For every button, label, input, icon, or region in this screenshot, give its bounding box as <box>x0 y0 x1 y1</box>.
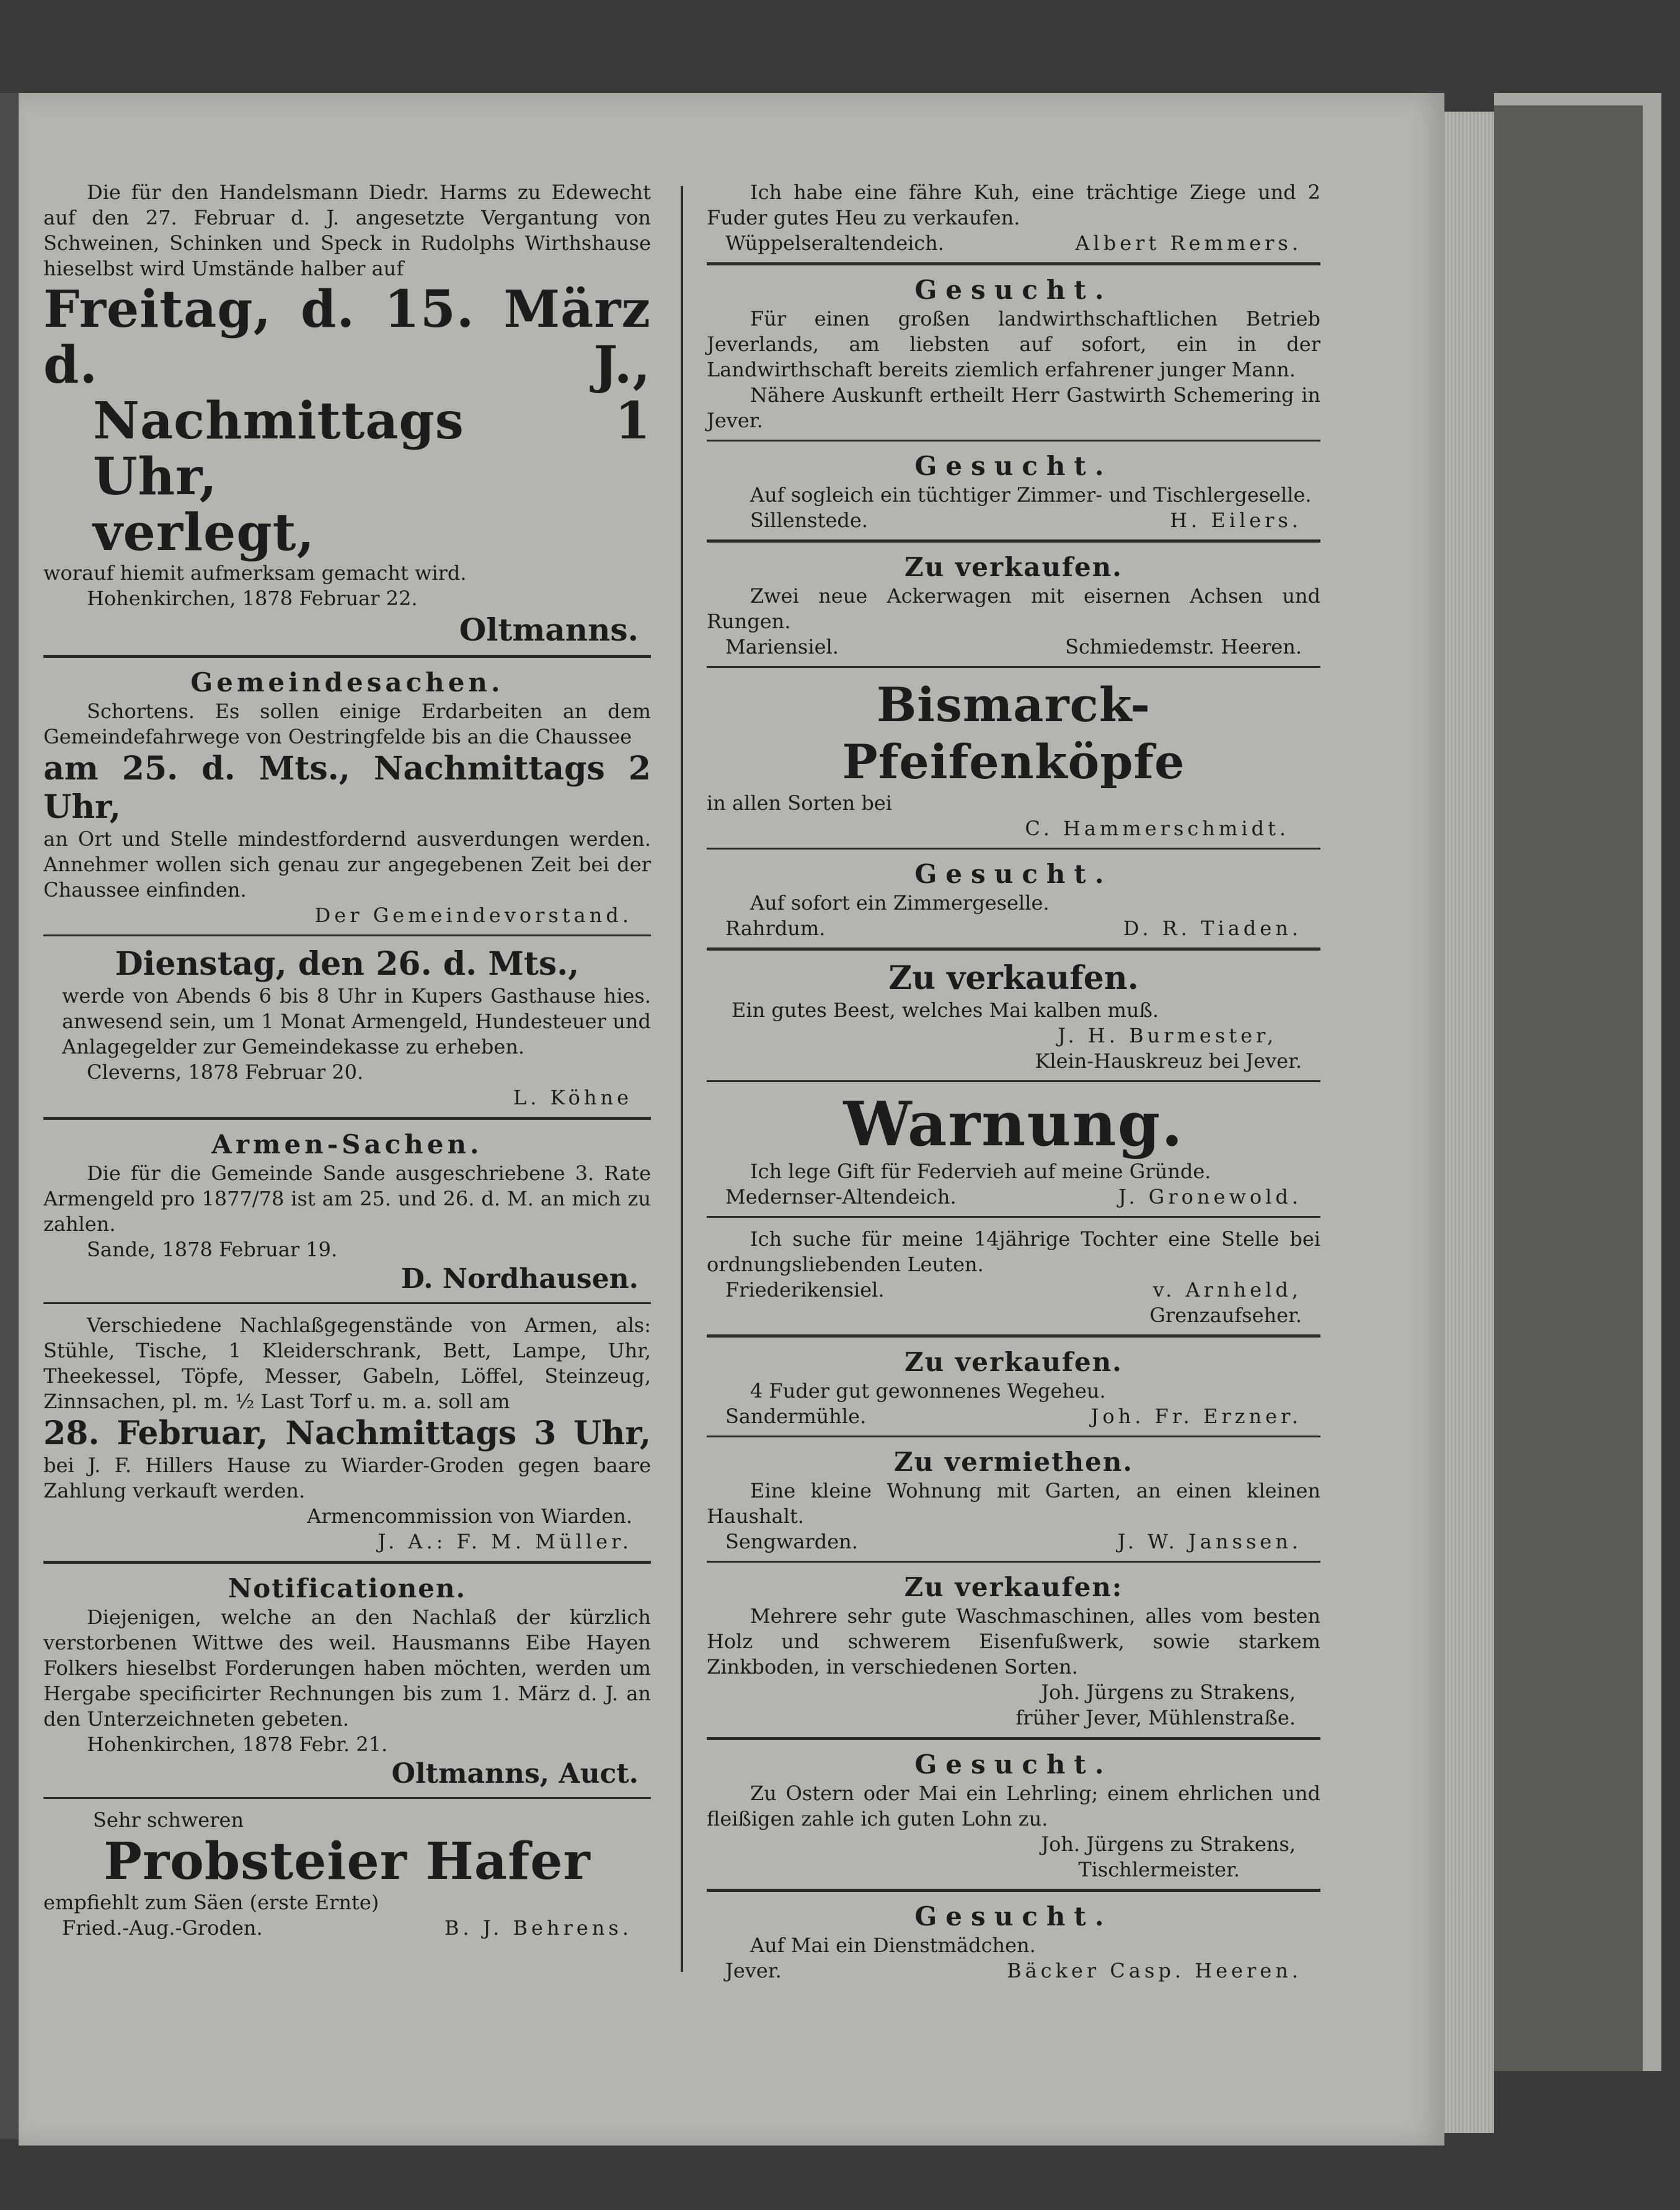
ad-signer: Bäcker Casp. Heeren. <box>1007 1959 1302 1982</box>
separator-rule <box>707 1889 1320 1892</box>
ad-text: Zu Ostern oder Mai ein Lehrling; einem ehrlichen und fleißigen zahle ich guten Lohn zu. <box>707 1782 1320 1831</box>
ad-signer: Joh. Fr. Erzner. <box>1090 1405 1302 1428</box>
separator-rule <box>707 666 1320 668</box>
ad-signer-1: J. H. Burmester, <box>1058 1024 1277 1047</box>
ad-place: Friederikensiel. <box>725 1278 885 1302</box>
right-column <box>707 180 1320 1984</box>
ad-dienstag <box>43 945 651 1111</box>
ad-heading: Notificationen. <box>228 1573 467 1604</box>
ad-gesucht-zimmergeselle <box>707 858 1320 941</box>
separator-rule <box>707 1080 1320 1082</box>
book-cover <box>1494 93 1661 2071</box>
ad-verlegt: verlegt, <box>93 503 316 562</box>
ad-armen-sachen <box>43 1129 651 1296</box>
ad-signer-2: Tischlermeister. <box>1078 1858 1240 1881</box>
ad-signer: B. J. Behrens. <box>444 1916 632 1940</box>
ad-text: Auf sogleich ein tüchtiger Zimmer- und Tischlergeselle. <box>750 483 1312 507</box>
ad-zu-verkaufen-ackerwagen <box>707 551 1320 660</box>
separator-rule <box>43 1302 651 1304</box>
ad-text: Die für die Gemeinde Sande ausgeschriebene 3. Rate Armengeld pro 1877/78 ist am 25. und 26. d. M. an mich zu zahlen. <box>43 1161 651 1236</box>
ad-heading: Zu verkaufen. <box>904 1347 1123 1377</box>
ad-zu-verkaufen-waschmaschinen <box>707 1571 1320 1731</box>
ad-signer: Der Gemeindevorstand. <box>314 903 632 927</box>
ad-text: Schortens. Es sollen einige Erdarbeiten an dem Gemeindefahrwege von Oestringfelde bis an die Chaussee <box>43 699 651 748</box>
separator-rule <box>707 1561 1320 1563</box>
ad-heading: Gesucht. <box>914 275 1113 305</box>
ad-kuh <box>707 180 1320 256</box>
ad-gesucht-zimmer-tischler <box>707 450 1320 533</box>
ad-text: Eine kleine Wohnung mit Garten, an einen kleinen Haushalt. <box>707 1479 1320 1528</box>
ad-place-date: Cleverns, 1878 Februar 20. <box>87 1060 364 1084</box>
ad-bismarck-pfeifenkoepfe <box>707 677 1320 841</box>
ad-text: werde von Abends 6 bis 8 Uhr in Kupers Gasthause hies. anwesend sein, um 1 Monat Armengeld, Hundesteuer und Anlagegelder zur Gemeindekasse zu erheben. <box>62 984 651 1058</box>
separator-rule <box>707 1436 1320 1437</box>
ad-gesucht-lehrling <box>707 1749 1320 1883</box>
ad-signline <box>707 1404 1320 1429</box>
ad-heading: Armen-Sachen. <box>211 1129 483 1160</box>
ad-place: Sandermühle. <box>725 1405 867 1428</box>
separator-rule <box>707 1216 1320 1218</box>
ad-signline <box>43 1915 651 1941</box>
ad-signer-2: Grenzaufseher. <box>1149 1303 1302 1327</box>
ad-signer-1: Armencommission von Wiarden. <box>307 1504 632 1528</box>
ad-heading: Gesucht. <box>914 451 1113 481</box>
ad-heading: Zu verkaufen: <box>904 1572 1123 1602</box>
ad-zu-vermiethen <box>707 1446 1320 1555</box>
column-divider <box>681 186 683 1972</box>
ad-heading: Warnung. <box>843 1089 1184 1160</box>
left-column <box>43 180 651 1941</box>
separator-rule <box>707 1334 1320 1338</box>
ad-warnung <box>707 1091 1320 1210</box>
ad-signline <box>707 1958 1320 1984</box>
ad-signline <box>707 634 1320 660</box>
ad-gemeindesachen <box>43 667 651 928</box>
ad-text: Mehrere sehr gute Waschmaschinen, alles vom besten Holz und schwerem Eisenfußwerk, sowie starkem Zinkboden, in verschiedenen Sorten. <box>707 1604 1320 1679</box>
ad-signer-2: früher Jever, Mühlenstraße. <box>1015 1706 1296 1729</box>
ad-time-line: Nachmittags 1 Uhr, <box>93 391 651 507</box>
ad-signer: Albert Remmers. <box>1075 231 1302 255</box>
separator-rule <box>707 1737 1320 1740</box>
ad-signline <box>707 1277 1320 1303</box>
ad-place-date: Sande, 1878 Februar 19. <box>87 1238 338 1261</box>
ad-place: Jever. <box>725 1959 782 1982</box>
ad-signer: Oltmanns. <box>459 611 639 648</box>
ad-text: empfiehlt zum Säen (erste Ernte) <box>43 1891 379 1914</box>
page-stack-edge <box>1444 112 1494 2133</box>
ad-signline <box>707 916 1320 941</box>
ad-signline <box>707 1529 1320 1555</box>
ad-place: Medernser-Altendeich. <box>725 1185 957 1209</box>
ad-heading: Zu vermiethen. <box>893 1447 1133 1477</box>
ad-gesucht-landwirth <box>707 274 1320 433</box>
ad-stelle-tochter <box>707 1227 1320 1328</box>
ad-heading: Zu verkaufen. <box>888 959 1139 997</box>
ad-signer: Schmiedemstr. Heeren. <box>1065 635 1302 659</box>
ad-signline <box>707 508 1320 533</box>
ad-text: Für einen großen landwirthschaftlichen Betrieb Jeverlands, am liebsten auf sofort, ein in der Landwirthschaft bereits ziemlich erfahrener junger Mann. <box>707 307 1320 381</box>
separator-rule <box>43 1561 651 1564</box>
separator-rule <box>707 848 1320 850</box>
ad-place: Sengwarden. <box>725 1530 858 1553</box>
separator-rule <box>43 1117 651 1120</box>
ad-place: Mariensiel. <box>725 635 839 659</box>
separator-rule <box>707 539 1320 543</box>
ad-signline <box>707 231 1320 256</box>
ad-note: worauf hiemit aufmerksam gemacht wird. <box>43 561 467 585</box>
previous-page-edge <box>0 93 19 2139</box>
separator-rule <box>43 1797 651 1799</box>
ad-text: Diejenigen, welche an den Nachlaß der kürzlich verstorbenen Wittwe des weil. Hausmanns Eibe Hayen Folkers hieselbst Forderungen haben möchten, werden um Hergabe specificirter Rechnungen bis zum 1. März d. J. an den Unterzeichneten gebeten. <box>43 1605 651 1731</box>
ad-place: Fried.-Aug.-Groden. <box>62 1916 263 1940</box>
ad-intro: Sehr schweren <box>93 1808 244 1832</box>
ad-signer: D. Nordhausen. <box>400 1263 639 1295</box>
ad-place-date: Hohenkirchen, 1878 Februar 22. <box>87 587 418 610</box>
ad-signer: Oltmanns, Auct. <box>391 1758 639 1790</box>
ad-text: Ein gutes Beest, welches Mai kalben muß. <box>732 998 1159 1022</box>
ad-signer-1: Joh. Jürgens zu Strakens, <box>1041 1680 1296 1704</box>
ad-date-line: Freitag, d. 15. März d. J., <box>43 280 651 395</box>
ad-heading: Gemeindesachen. <box>190 667 504 698</box>
ad-signer-2: Klein-Hauskreuz bei Jever. <box>1035 1049 1302 1073</box>
ad-text: Zwei neue Ackerwagen mit eisernen Achsen und Rungen. <box>707 584 1320 633</box>
ad-text: Auf sofort ein Zimmergeselle. <box>750 891 1050 915</box>
ad-heading: Zu verkaufen. <box>904 552 1123 582</box>
ad-signer-1: v. Arnheld, <box>1152 1278 1302 1302</box>
separator-rule <box>43 655 651 658</box>
ad-signer: H. Eilers. <box>1170 508 1302 532</box>
ad-text-2: bei J. F. Hillers Hause zu Wiarder-Groden gegen baare Zahlung verkauft werden. <box>43 1453 651 1502</box>
ad-place: Wüppelseraltendeich. <box>725 231 945 255</box>
ad-text: Auf Mai ein Dienstmädchen. <box>750 1933 1036 1957</box>
ad-heading: Gesucht. <box>914 1749 1113 1780</box>
ad-signer: L. Köhne <box>513 1086 632 1109</box>
ad-heading: Gesucht. <box>914 1901 1113 1932</box>
ad-signer-1: Joh. Jürgens zu Strakens, <box>1041 1832 1296 1856</box>
ad-text: Ich suche für meine 14jährige Tochter eine Stelle bei ordnungsliebenden Leuten. <box>707 1227 1320 1276</box>
ad-signline <box>707 1184 1320 1210</box>
ad-probsteier-hafer <box>43 1808 651 1941</box>
ad-zu-verkaufen-wegeheu <box>707 1346 1320 1429</box>
ad-notificationen <box>43 1573 651 1791</box>
ad-place: Rahrdum. <box>725 916 826 940</box>
ad-signer-2: J. A.: F. M. Müller. <box>378 1530 632 1553</box>
ad-signer: J. Gronewold. <box>1118 1185 1302 1209</box>
ad-heading: Bismarck-Pfeifenköpfe <box>842 677 1185 789</box>
ad-text: Die für den Handelsmann Diedr. Harms zu Edewecht auf den 27. Februar d. J. angesetzte Vergantung von Schweinen, Schinken und Speck in Rudolphs Wirthshause hieselbst wird Umstände halber auf <box>43 180 651 280</box>
ad-place-date: Hohenkirchen, 1878 Febr. 21. <box>87 1733 388 1756</box>
ad-heading: Probsteier Hafer <box>104 1832 591 1891</box>
ad-text: in allen Sorten bei <box>707 791 892 815</box>
ad-text: Ich habe eine fähre Kuh, eine trächtige Ziege und 2 Fuder gutes Heu zu verkaufen. <box>707 180 1320 229</box>
ad-text: Ich lege Gift für Federvieh auf meine Gründe. <box>750 1160 1211 1183</box>
ad-signer: D. R. Tiaden. <box>1123 916 1302 940</box>
ad-heading: Gesucht. <box>914 859 1113 889</box>
ad-zu-verkaufen-beest <box>707 959 1320 1074</box>
ad-gesucht-dienstmaedchen <box>707 1901 1320 1984</box>
ad-signer: J. W. Janssen. <box>1117 1530 1302 1553</box>
ad-place: Sillenstede. <box>750 508 868 532</box>
separator-rule <box>707 947 1320 951</box>
ad-text-2: an Ort und Stelle mindestfordernd ausverdungen werden. Annehmer wollen sich genau zur angegebenen Zeit bei der Chaussee einfinden. <box>43 827 651 902</box>
ad-date-line: am 25. d. Mts., Nachmittags 2 Uhr, <box>43 750 651 826</box>
ad-text: 4 Fuder gut gewonnenes Wegeheu. <box>750 1379 1106 1403</box>
ad-harms-postponement <box>43 180 651 649</box>
ad-text: Verschiedene Nachlaßgegenstände von Armen, als: Stühle, Tische, 1 Kleiderschrank, Bett, Lampe, Uhr, Theekessel, Töpfe, Messer, Gabeln, Löffel, Steinzeug, Zinnsachen, pl. m. ½ Last Torf u. m. a. soll am <box>43 1313 651 1413</box>
separator-rule <box>707 440 1320 442</box>
ad-date-line: 28. Februar, Nachmittags 3 Uhr, <box>43 1414 651 1452</box>
ad-text-2: Nähere Auskunft ertheilt Herr Gastwirth Schemering in Jever. <box>707 383 1320 432</box>
separator-rule <box>43 934 651 936</box>
ad-signer: C. Hammerschmidt. <box>1025 817 1289 840</box>
ad-nachlass <box>43 1313 651 1555</box>
separator-rule <box>707 262 1320 265</box>
ad-heading: Dienstag, den 26. d. Mts., <box>115 945 580 983</box>
